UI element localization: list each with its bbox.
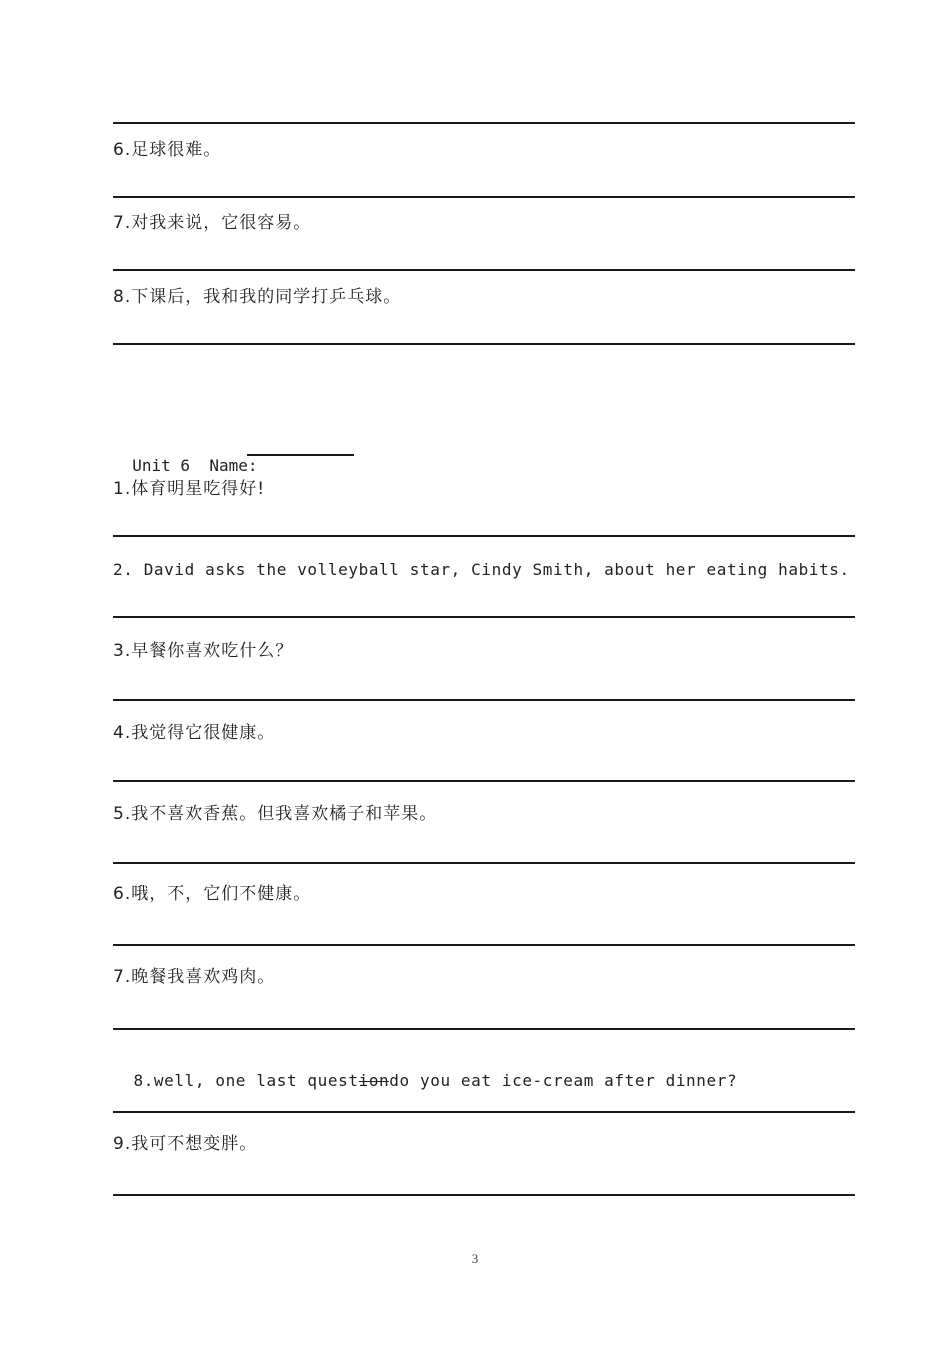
page-number: 3 <box>471 1251 479 1266</box>
answer-line <box>113 535 855 537</box>
question-5: 5.我不喜欢香蕉。但我喜欢橘子和苹果。 <box>113 804 438 824</box>
unit-header <box>113 436 258 476</box>
question-7-part-a: 7.对我来说，它很容易。 <box>113 213 312 233</box>
question-8-text-start: 8.well, one last quest <box>133 1071 359 1090</box>
question-8-struck-text: ion <box>358 1071 390 1090</box>
answer-line <box>113 862 855 864</box>
question-6-part-a: 6.足球很难。 <box>113 140 222 160</box>
name-label: Name: <box>209 456 258 475</box>
unit-label: Unit 6 <box>132 456 191 475</box>
question-3: 3.早餐你喜欢吃什么？ <box>113 641 294 661</box>
answer-line <box>113 1111 855 1113</box>
answer-line <box>113 122 855 124</box>
question-8-part-a: 8.下课后，我和我的同学打乒乓球。 <box>113 287 402 307</box>
name-field-line[interactable] <box>247 454 354 456</box>
answer-line <box>113 196 855 198</box>
question-8 <box>113 1051 737 1091</box>
question-4: 4.我觉得它很健康。 <box>113 723 276 743</box>
question-6: 6.哦，不，它们不健康。 <box>113 884 312 904</box>
question-8-text-end: do you eat ice-cream after dinner? <box>389 1071 738 1090</box>
answer-line <box>113 944 855 946</box>
answer-line <box>113 616 855 618</box>
answer-line <box>113 699 855 701</box>
question-1: 1.体育明星吃得好! <box>113 479 266 499</box>
question-7: 7.晚餐我喜欢鸡肉。 <box>113 967 276 987</box>
answer-line <box>113 343 855 345</box>
answer-line <box>113 269 855 271</box>
answer-line <box>113 1028 855 1030</box>
answer-line <box>113 780 855 782</box>
question-2: 2. David asks the volleyball star, Cindy Smith, about her eating habits. <box>113 560 850 579</box>
answer-line <box>113 1194 855 1196</box>
question-9: 9.我可不想变胖。 <box>113 1134 258 1154</box>
